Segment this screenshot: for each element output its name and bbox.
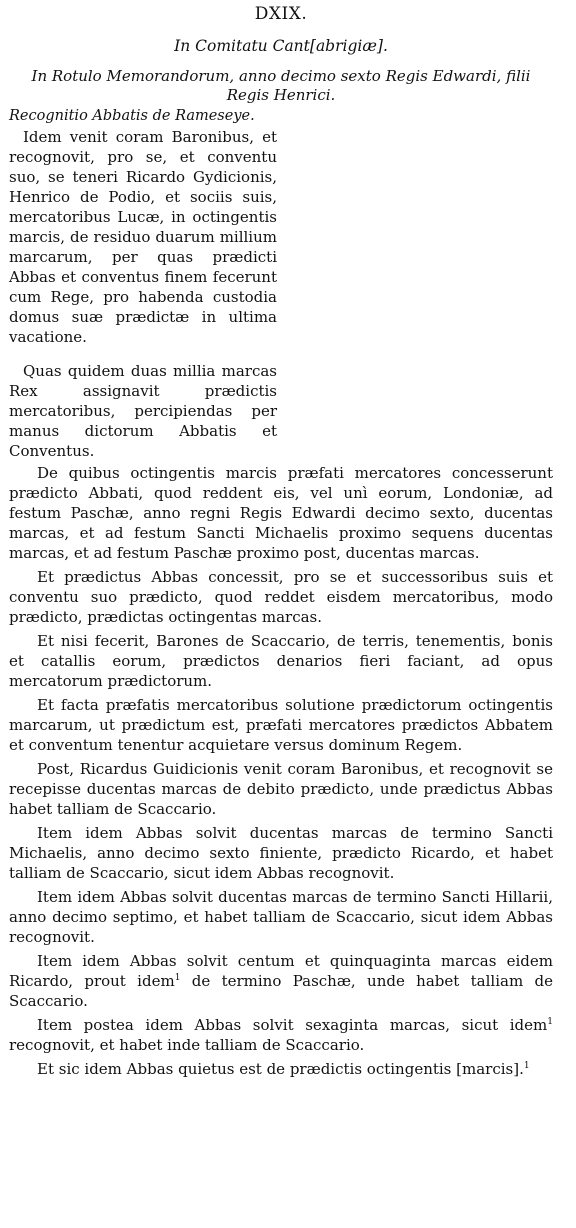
paragraph: Et nisi fecerit, Barones de Scaccario, de terris, tenementis, bonis et catallis eorum, prædictos denarios fieri faciant, ad opus mercatorum prædictorum. <box>9 632 553 690</box>
county-heading: In Comitatu Cant[abrigiæ]. <box>174 37 388 55</box>
paragraph: Item idem Abbas solvit ducentas marcas de termino Sancti Hillarii, anno decimo septimo, et habet talliam de Scaccario, sicut idem Abbas recognovit. <box>9 888 553 946</box>
paragraph-text: Idem venit coram Baronibus, et recognovit, pro se, et conventu suo, se teneri Ricardo Gydicionis, Henrico de Podio, et sociis suis, mercatoribus Lucæ, in octingentis marcis, de residuo duarum millium marcarum, per quas prædicti Abbas et conventus finem fecerunt cum Rege, pro habenda custodia domus suæ prædictæ in ultima vacatione. <box>9 128 277 346</box>
paragraph: Et prædictus Abbas concessit, pro se et successoribus suis et conventu suo prædicto, quod reddet eisdem mercatoribus, modo prædicto, prædictas octingentas marcas. <box>9 568 553 626</box>
main-text <box>9 463 553 1079</box>
paragraph-text: recognovit, et habet inde talliam de Scaccario. <box>9 1036 365 1054</box>
marginal-note: Recognitio Abbatis de Rameseye. <box>9 108 255 124</box>
paragraph-text: Quas quidem duas millia marcas Rex assignavit prædictis mercatoribus, percipiendas per manus dictorum Abbatis et Conventus. <box>9 362 277 460</box>
paragraph-text: Et sic idem Abbas quietus est de prædictis octingentis [marcis]. <box>37 1060 524 1078</box>
roll-heading: In Rotulo Memorandorum, anno decimo sexto Regis Edwardi, filii Regis Henrici. <box>31 67 531 104</box>
paragraph <box>9 1059 553 1079</box>
paragraph: Et facta præfatis mercatoribus solutione prædictorum octingentis marcarum, ut prædictum est, præfati mercatores prædictos Abbatem et conventum tenentur acquietare versus dominum Regem. <box>9 696 553 754</box>
paragraph <box>9 951 553 1011</box>
footnote-mark: 1 <box>174 973 181 983</box>
footnote-mark: 1 <box>523 1061 530 1071</box>
column-paragraph-1 <box>9 127 277 347</box>
column-paragraph-2 <box>9 361 277 461</box>
document-page <box>0 4 560 1228</box>
footnote-mark: 1 <box>547 1017 553 1027</box>
paragraph-text: Item postea idem Abbas solvit sexaginta marcas, sicut idem <box>37 1016 548 1034</box>
paragraph: Post, Ricardus Guidicionis venit coram Baronibus, et recognovit se recepisse ducentas marcas de debito prædicto, unde prædictus Abbas habet talliam de Scaccario. <box>9 760 553 818</box>
paragraph-text: de termino Paschæ, unde habet talliam de Scaccario. <box>9 972 553 1010</box>
paragraph <box>9 1015 553 1055</box>
paragraph-text: Item idem Abbas solvit centum et quinquaginta marcas eidem Ricardo, prout idem <box>9 952 553 990</box>
paragraph: De quibus octingentis marcis præfati mercatores concesserunt prædicto Abbati, quod reddent eis, vel unì eorum, Londoniæ, ad festum Paschæ, anno regni Regis Edwardi decimo sexto, ducentas marcas, et ad festum Sancti Michaelis proximo sequens ducentas marcas, et ad festum Paschæ proximo post, ducentas marcas. <box>9 464 553 562</box>
document-number: DXIX. <box>254 4 308 24</box>
paragraph: Item idem Abbas solvit ducentas marcas de termino Sancti Michaelis, anno decimo sexto finiente, prædicto Ricardo, et habet talliam de Scaccario, sicut idem Abbas recognovit. <box>9 824 553 882</box>
